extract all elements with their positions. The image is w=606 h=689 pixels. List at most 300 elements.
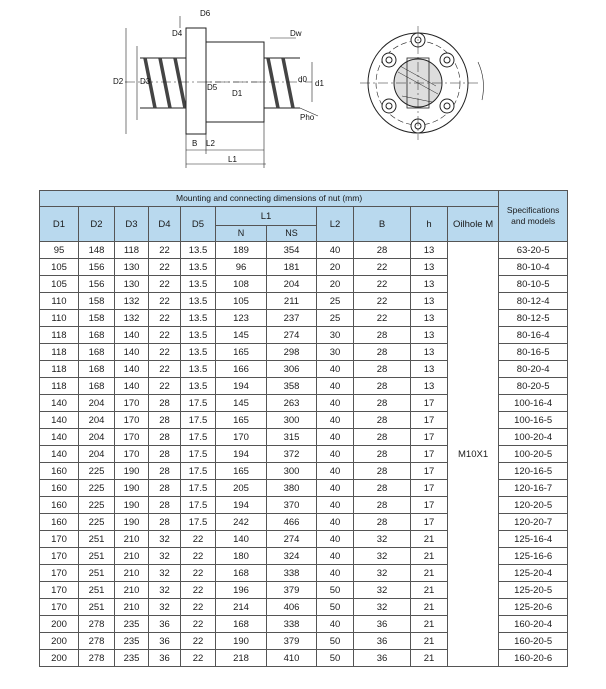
table-cell: 28 [354, 480, 411, 497]
table-cell: 338 [267, 616, 317, 633]
header-n: N [216, 226, 267, 242]
table-cell: 168 [216, 616, 267, 633]
table-cell: 96 [216, 259, 267, 276]
table-cell: 22 [149, 310, 181, 327]
table-cell: 17.5 [181, 463, 216, 480]
table-cell: 181 [267, 259, 317, 276]
table-cell: 168 [79, 361, 115, 378]
table-cell: 40 [317, 616, 354, 633]
table-header [40, 191, 568, 242]
table-cell: 194 [216, 446, 267, 463]
table-cell: 13.5 [181, 344, 216, 361]
table-cell: 36 [354, 616, 411, 633]
table-cell: 28 [354, 497, 411, 514]
table-cell: 160 [40, 497, 79, 514]
table-cell: 36 [149, 616, 181, 633]
table-cell: 190 [216, 633, 267, 650]
label-d3: D3 [140, 77, 151, 86]
table-cell: 22 [149, 242, 181, 259]
table-cell: 204 [267, 276, 317, 293]
table-cell: 218 [216, 650, 267, 667]
table-cell: 210 [115, 548, 149, 565]
label-b: B [192, 139, 198, 148]
table-cell: 22 [354, 276, 411, 293]
spec-model-cell: 160-20-6 [499, 650, 568, 667]
table-cell: 466 [267, 514, 317, 531]
table-cell: 13.5 [181, 293, 216, 310]
table-cell: 22 [181, 531, 216, 548]
table-cell: 17 [411, 429, 448, 446]
table-cell: 20 [317, 259, 354, 276]
table-cell: 156 [79, 259, 115, 276]
label-pho: Pho [300, 113, 315, 122]
label-d1: D1 [232, 89, 243, 98]
table-cell: 17.5 [181, 480, 216, 497]
table-cell: 28 [149, 429, 181, 446]
spec-model-cell: 120-20-7 [499, 514, 568, 531]
table-cell: 237 [267, 310, 317, 327]
technical-drawing [0, 0, 606, 185]
table-cell: 40 [317, 242, 354, 259]
table-cell: 118 [115, 242, 149, 259]
table-cell: 40 [317, 378, 354, 395]
table-cell: 105 [40, 276, 79, 293]
header-l1: L1 [216, 207, 317, 226]
table-cell: 315 [267, 429, 317, 446]
table-cell: 370 [267, 497, 317, 514]
table-cell: 205 [216, 480, 267, 497]
table-cell: 40 [317, 497, 354, 514]
header-ns: NS [267, 226, 317, 242]
table-cell: 13.5 [181, 259, 216, 276]
table-cell: 22 [149, 378, 181, 395]
table-cell: 25 [317, 293, 354, 310]
spec-model-cell: 125-20-6 [499, 599, 568, 616]
table-cell: 17 [411, 395, 448, 412]
oilhole-cell: M10X1 [448, 242, 499, 667]
table-cell: 22 [181, 565, 216, 582]
table-cell: 170 [115, 395, 149, 412]
table-cell: 28 [354, 463, 411, 480]
table-cell: 13.5 [181, 242, 216, 259]
table-cell: 324 [267, 548, 317, 565]
table-cell: 306 [267, 361, 317, 378]
table-cell: 145 [216, 327, 267, 344]
table-cell: 32 [354, 531, 411, 548]
table-cell: 40 [317, 480, 354, 497]
table-cell: 372 [267, 446, 317, 463]
table-cell: 168 [79, 378, 115, 395]
table-cell: 28 [354, 242, 411, 259]
table-cell: 108 [216, 276, 267, 293]
spec-model-cell: 80-10-4 [499, 259, 568, 276]
table-cell: 242 [216, 514, 267, 531]
spec-model-cell: 120-16-7 [499, 480, 568, 497]
header-d5: D5 [181, 207, 216, 242]
table-cell: 17.5 [181, 395, 216, 412]
table-cell: 32 [149, 531, 181, 548]
table-cell: 22 [149, 344, 181, 361]
table-cell: 225 [79, 463, 115, 480]
table-cell: 22 [181, 548, 216, 565]
table-cell: 214 [216, 599, 267, 616]
table-cell: 32 [149, 582, 181, 599]
table-cell: 251 [79, 548, 115, 565]
table-cell: 40 [317, 446, 354, 463]
spec-model-cell: 100-16-4 [499, 395, 568, 412]
table-cell: 22 [149, 293, 181, 310]
table-cell: 170 [115, 412, 149, 429]
spec-model-cell: 80-20-4 [499, 361, 568, 378]
table-cell: 170 [40, 548, 79, 565]
table-cell: 40 [317, 514, 354, 531]
table-cell: 156 [79, 276, 115, 293]
table-cell: 28 [354, 446, 411, 463]
table-cell: 17 [411, 446, 448, 463]
table-cell: 32 [354, 582, 411, 599]
table-cell: 118 [40, 344, 79, 361]
table-cell: 410 [267, 650, 317, 667]
table-cell: 140 [115, 361, 149, 378]
table-cell: 379 [267, 582, 317, 599]
table-cell: 21 [411, 633, 448, 650]
table-cell: 40 [317, 361, 354, 378]
table-cell: 140 [40, 446, 79, 463]
table-cell: 210 [115, 531, 149, 548]
table-title: Mounting and connecting dimensions of nut (mm) [40, 191, 499, 207]
table-cell: 21 [411, 599, 448, 616]
spec-model-cell: 120-20-5 [499, 497, 568, 514]
table-cell: 190 [115, 497, 149, 514]
table-cell: 190 [115, 463, 149, 480]
table-cell: 13 [411, 276, 448, 293]
header-d1: D1 [40, 207, 79, 242]
table-cell: 165 [216, 412, 267, 429]
table-cell: 140 [40, 412, 79, 429]
table-cell: 165 [216, 463, 267, 480]
table-cell: 22 [354, 293, 411, 310]
spec-model-cell: 80-16-5 [499, 344, 568, 361]
table-cell: 225 [79, 480, 115, 497]
table-cell: 17 [411, 514, 448, 531]
header-b: B [354, 207, 411, 242]
table-cell: 166 [216, 361, 267, 378]
table-cell: 22 [181, 616, 216, 633]
table-cell: 22 [149, 276, 181, 293]
table-cell: 200 [40, 616, 79, 633]
table-cell: 13 [411, 327, 448, 344]
dimensions-table [39, 190, 568, 667]
label-dw: Dw [290, 29, 302, 38]
table-cell: 50 [317, 599, 354, 616]
table-cell: 32 [149, 565, 181, 582]
spec-model-cell: 100-16-5 [499, 412, 568, 429]
spec-model-cell: 125-20-4 [499, 565, 568, 582]
table-cell: 13 [411, 259, 448, 276]
table-cell: 22 [149, 361, 181, 378]
table-cell: 21 [411, 616, 448, 633]
spec-model-cell: 120-16-5 [499, 463, 568, 480]
table-cell: 354 [267, 242, 317, 259]
table-cell: 40 [317, 531, 354, 548]
header-d4: D4 [149, 207, 181, 242]
spec-model-cell: 80-16-4 [499, 327, 568, 344]
table-cell: 21 [411, 531, 448, 548]
table-cell: 204 [79, 395, 115, 412]
table-cell: 406 [267, 599, 317, 616]
table-cell: 194 [216, 378, 267, 395]
table-cell: 17.5 [181, 514, 216, 531]
table-cell: 28 [149, 446, 181, 463]
table-cell: 148 [79, 242, 115, 259]
table-row [40, 242, 568, 259]
spec-model-cell: 80-12-5 [499, 310, 568, 327]
table-cell: 30 [317, 327, 354, 344]
table-cell: 170 [40, 582, 79, 599]
table-cell: 28 [149, 497, 181, 514]
label-l2: L2 [206, 139, 215, 148]
front-view-drawing [360, 26, 483, 140]
table-cell: 13 [411, 344, 448, 361]
header-d3: D3 [115, 207, 149, 242]
header-oilhole: Oilhole M [448, 207, 499, 242]
table-cell: 379 [267, 633, 317, 650]
table-cell: 196 [216, 582, 267, 599]
table-cell: 380 [267, 480, 317, 497]
table-cell: 132 [115, 310, 149, 327]
spec-model-cell: 100-20-5 [499, 446, 568, 463]
table-cell: 13 [411, 242, 448, 259]
table-cell: 40 [317, 395, 354, 412]
table-cell: 22 [181, 582, 216, 599]
header-l2: L2 [317, 207, 354, 242]
table-cell: 40 [317, 548, 354, 565]
table-cell: 13 [411, 361, 448, 378]
label-d0: d0 [298, 75, 307, 84]
table-cell: 118 [40, 327, 79, 344]
table-cell: 165 [216, 344, 267, 361]
table-cell: 278 [79, 616, 115, 633]
table-cell: 158 [79, 293, 115, 310]
table-cell: 32 [354, 599, 411, 616]
table-cell: 225 [79, 497, 115, 514]
table-cell: 30 [317, 344, 354, 361]
table-cell: 298 [267, 344, 317, 361]
table-cell: 28 [149, 412, 181, 429]
table-cell: 118 [40, 361, 79, 378]
table-cell: 40 [317, 565, 354, 582]
table-cell: 274 [267, 531, 317, 548]
table-cell: 235 [115, 616, 149, 633]
label-d6: D6 [200, 9, 211, 18]
table-cell: 21 [411, 582, 448, 599]
table-cell: 22 [149, 259, 181, 276]
table-cell: 204 [79, 446, 115, 463]
table-cell: 170 [216, 429, 267, 446]
spec-model-cell: 80-12-4 [499, 293, 568, 310]
table-cell: 251 [79, 582, 115, 599]
table-cell: 13.5 [181, 327, 216, 344]
table-cell: 36 [354, 633, 411, 650]
label-l1: L1 [228, 155, 237, 164]
table-cell: 194 [216, 497, 267, 514]
table-cell: 274 [267, 327, 317, 344]
side-view-drawing [125, 16, 318, 168]
table-cell: 21 [411, 548, 448, 565]
table-cell: 28 [354, 361, 411, 378]
spec-model-cell: 80-20-5 [499, 378, 568, 395]
table-cell: 28 [354, 344, 411, 361]
table-cell: 110 [40, 293, 79, 310]
table-cell: 251 [79, 531, 115, 548]
table-cell: 28 [149, 463, 181, 480]
table-cell: 40 [317, 429, 354, 446]
table-cell: 32 [149, 599, 181, 616]
table-body [40, 242, 568, 667]
spec-model-cell: 100-20-4 [499, 429, 568, 446]
spec-model-cell: 160-20-4 [499, 616, 568, 633]
table-cell: 17.5 [181, 446, 216, 463]
table-cell: 13 [411, 378, 448, 395]
table-cell: 118 [40, 378, 79, 395]
header-d2: D2 [79, 207, 115, 242]
table-cell: 17 [411, 497, 448, 514]
table-cell: 190 [115, 514, 149, 531]
table-cell: 300 [267, 463, 317, 480]
spec-model-cell: 63-20-5 [499, 242, 568, 259]
table-cell: 140 [115, 327, 149, 344]
table-cell: 13 [411, 293, 448, 310]
table-cell: 170 [115, 446, 149, 463]
table-cell: 204 [79, 412, 115, 429]
table-cell: 22 [181, 599, 216, 616]
table-cell: 22 [149, 327, 181, 344]
table-cell: 140 [216, 531, 267, 548]
table-cell: 132 [115, 293, 149, 310]
table-cell: 358 [267, 378, 317, 395]
table-cell: 170 [40, 565, 79, 582]
table-cell: 170 [40, 599, 79, 616]
table-cell: 32 [354, 565, 411, 582]
table-cell: 21 [411, 565, 448, 582]
table-cell: 40 [317, 412, 354, 429]
table-cell: 140 [115, 378, 149, 395]
table-cell: 225 [79, 514, 115, 531]
table-cell: 32 [149, 548, 181, 565]
table-cell: 32 [354, 548, 411, 565]
table-cell: 28 [149, 480, 181, 497]
table-cell: 50 [317, 650, 354, 667]
table-cell: 251 [79, 565, 115, 582]
table-cell: 17 [411, 412, 448, 429]
table-cell: 140 [115, 344, 149, 361]
table-cell: 189 [216, 242, 267, 259]
table-cell: 190 [115, 480, 149, 497]
table-cell: 170 [115, 429, 149, 446]
table-cell: 160 [40, 480, 79, 497]
table-cell: 21 [411, 650, 448, 667]
table-cell: 168 [79, 344, 115, 361]
label-d4: D4 [172, 29, 183, 38]
table-cell: 211 [267, 293, 317, 310]
table-cell: 36 [149, 633, 181, 650]
table-cell: 95 [40, 242, 79, 259]
table-cell: 235 [115, 633, 149, 650]
table-cell: 28 [354, 327, 411, 344]
table-cell: 17.5 [181, 429, 216, 446]
table-cell: 13 [411, 310, 448, 327]
table-cell: 28 [354, 395, 411, 412]
table-cell: 28 [354, 429, 411, 446]
label-dd1: d1 [315, 79, 324, 88]
table-cell: 22 [354, 310, 411, 327]
table-cell: 338 [267, 565, 317, 582]
table-cell: 210 [115, 599, 149, 616]
table-cell: 251 [79, 599, 115, 616]
table-cell: 22 [354, 259, 411, 276]
label-d2: D2 [113, 77, 124, 86]
table-cell: 300 [267, 412, 317, 429]
table-cell: 235 [115, 650, 149, 667]
table-cell: 22 [181, 650, 216, 667]
table-cell: 180 [216, 548, 267, 565]
table-cell: 160 [40, 514, 79, 531]
table-cell: 278 [79, 633, 115, 650]
table-cell: 170 [40, 531, 79, 548]
table-cell: 13.5 [181, 310, 216, 327]
table-cell: 13.5 [181, 361, 216, 378]
header-h: h [411, 207, 448, 242]
table-cell: 50 [317, 633, 354, 650]
table-cell: 123 [216, 310, 267, 327]
table-cell: 28 [354, 378, 411, 395]
table-cell: 13.5 [181, 378, 216, 395]
table-cell: 168 [216, 565, 267, 582]
table-cell: 36 [354, 650, 411, 667]
table-cell: 210 [115, 582, 149, 599]
table-cell: 130 [115, 276, 149, 293]
table-cell: 110 [40, 310, 79, 327]
spec-model-cell: 80-10-5 [499, 276, 568, 293]
table-cell: 278 [79, 650, 115, 667]
table-cell: 25 [317, 310, 354, 327]
table-cell: 17.5 [181, 497, 216, 514]
table-cell: 20 [317, 276, 354, 293]
table-cell: 28 [354, 412, 411, 429]
table-cell: 50 [317, 582, 354, 599]
label-d5: D5 [207, 83, 218, 92]
table-cell: 105 [216, 293, 267, 310]
table-cell: 160 [40, 463, 79, 480]
table-cell: 200 [40, 650, 79, 667]
table-cell: 28 [149, 514, 181, 531]
table-cell: 17.5 [181, 412, 216, 429]
table-cell: 36 [149, 650, 181, 667]
table-cell: 130 [115, 259, 149, 276]
flange [186, 28, 206, 134]
table-cell: 168 [79, 327, 115, 344]
table-cell: 22 [181, 633, 216, 650]
table-cell: 210 [115, 565, 149, 582]
table-cell: 145 [216, 395, 267, 412]
table-cell: 17 [411, 463, 448, 480]
spec-model-cell: 125-20-5 [499, 582, 568, 599]
table-cell: 13.5 [181, 276, 216, 293]
spec-model-cell: 125-16-6 [499, 548, 568, 565]
table-cell: 28 [149, 395, 181, 412]
table-cell: 140 [40, 429, 79, 446]
spec-model-cell: 125-16-4 [499, 531, 568, 548]
